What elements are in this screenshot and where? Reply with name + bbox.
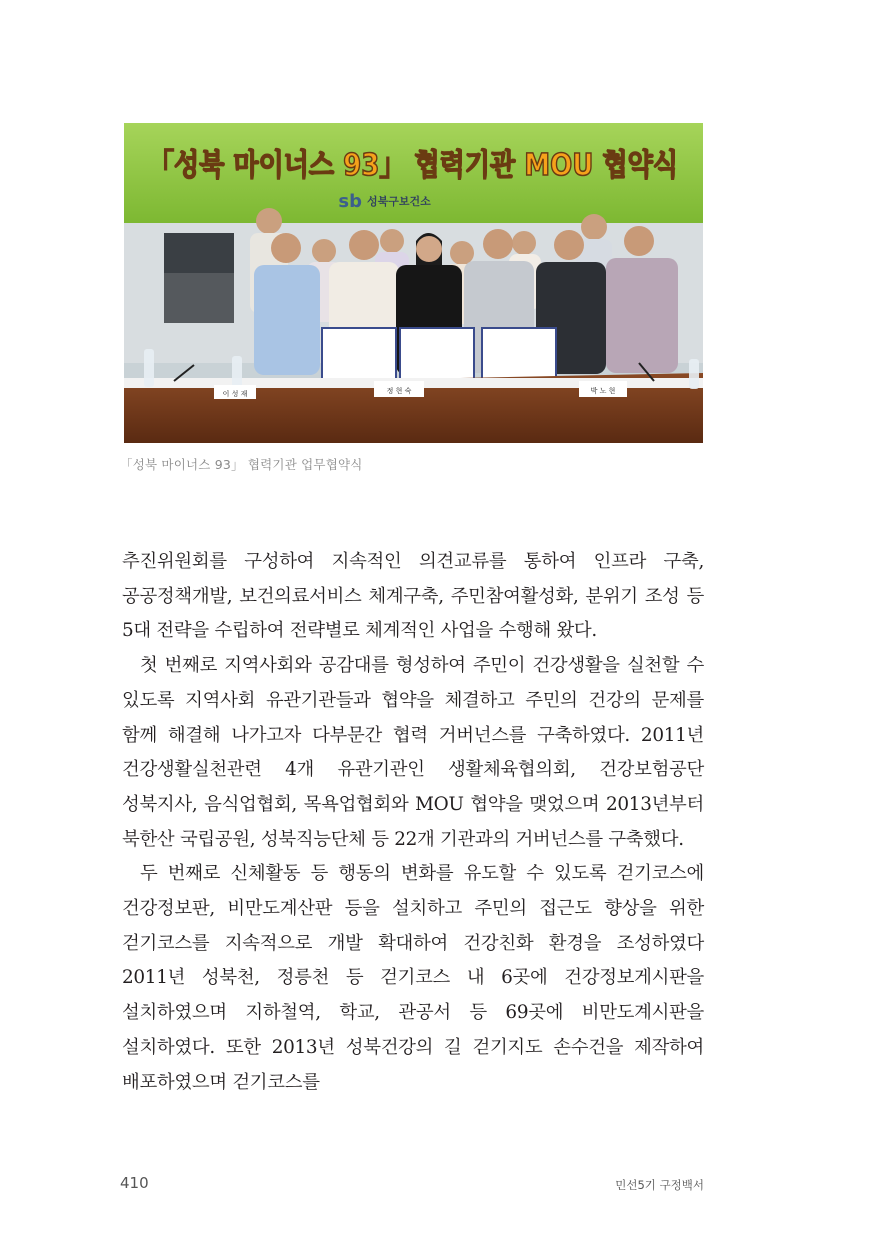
banner-logo: sb bbox=[338, 191, 362, 212]
nameplate-right: 박 노 현 bbox=[590, 387, 616, 395]
banner-org: 성북구보건소 bbox=[367, 195, 431, 208]
paragraph-2: 첫 번째로 지역사회와 공감대를 형성하여 주민이 건강생활을 실천할 수 있도록 지역사회 유관기관들과 협약을 체결하고 주민의 건강의 문제를 함께 해결해 나가고자 다부문간 협력 거버넌스를 구축하였다. 2011년 건강생활실천관련 4개 유관기관인 생활체육협의회, 건강보험공단 성북지사, 음식업협회, 목욕업협회와 MOU 협약을 맺었으며 2013년부터 북한산 국립공원, 성북직능단체 등 22개 기관과의 거버넌스를 구축했다. bbox=[122, 655, 704, 850]
banner-title: 「성북 마이너스 93」 협력기관 MOU 협약식 bbox=[148, 148, 678, 183]
photo-caption: 「성북 마이너스 93」 협력기관 업무협약식 bbox=[120, 457, 363, 472]
running-title: 민선5기 구정백서 bbox=[615, 1178, 704, 1192]
ceremony-photo bbox=[124, 123, 703, 443]
body-text bbox=[122, 545, 704, 1100]
signed-documents bbox=[322, 328, 556, 380]
paragraph-1: 추진위원회를 구성하여 지속적인 의견교류를 통하여 인프라 구축, 공공정책개발, 보건의료서비스 체계구축, 주민참여활성화, 분위기 조성 등 5대 전략을 수립하여 전략별로 체계적인 사업을 수행해 왔다. bbox=[122, 551, 704, 642]
nameplate-center: 정 현 숙 bbox=[386, 387, 412, 395]
nameplate-left: 이 성 재 bbox=[222, 390, 248, 398]
page-number: 410 bbox=[120, 1174, 149, 1192]
paragraph-3: 두 번째로 신체활동 등 행동의 변화를 유도할 수 있도록 걷기코스에 건강정보판, 비만도계산판 등을 설치하고 주민의 접근도 향상을 위한 걷기코스를 지속적으로 개발 확대하여 건강친화 환경을 조성하였다 2011년 성북천, 정릉천 등 걷기코스 내 6곳에 건강정보게시판을 설치하였으며 지하철역, 학교, 관공서 등 69곳에 비만도계시판을 설치하였다. 또한 2013년 성북건강의 길 걷기지도 손수건을 제작하여 배포하였으며 걷기코스를 bbox=[122, 863, 704, 1093]
